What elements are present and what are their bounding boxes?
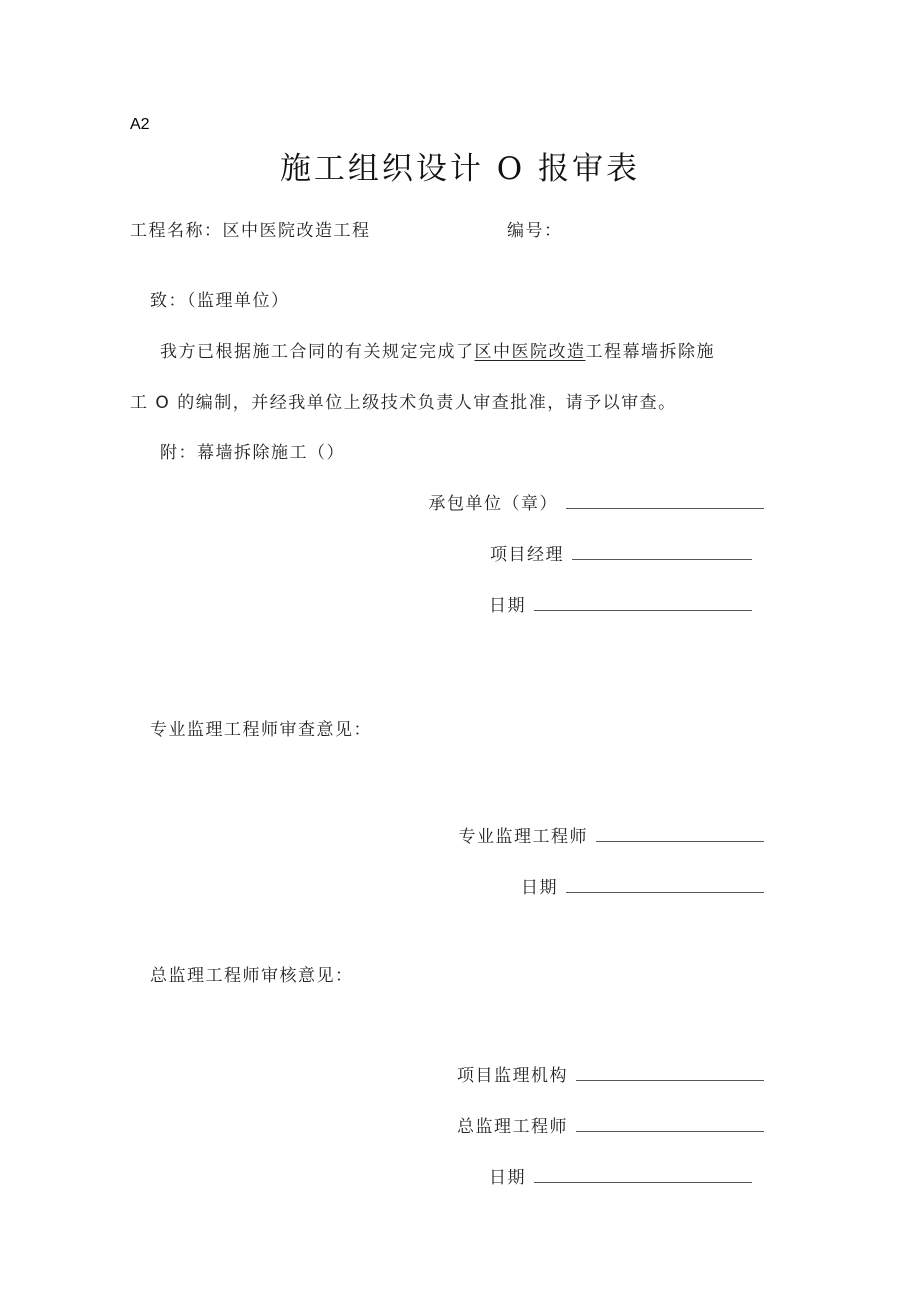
chief-date-row bbox=[489, 1163, 752, 1188]
supervision-org-label: 项目监理机构 bbox=[457, 1066, 568, 1086]
signature-line bbox=[566, 891, 764, 893]
project-name-row bbox=[130, 216, 371, 241]
page-title: 施工组织设计 O 报审表 bbox=[279, 151, 641, 187]
chief-opinion-label: 总监理工程师审核意见： bbox=[150, 966, 354, 986]
addressee: 致：（监理单位） bbox=[150, 291, 290, 311]
specialist-engineer-row bbox=[459, 822, 765, 847]
specialist-opinion-label: 专业监理工程师审查意见： bbox=[150, 720, 372, 740]
body-line-2: 工 O 的编制，并经我单位上级技术负责人审查批准，请予以审查。 bbox=[130, 393, 677, 413]
contractor-date-label: 日期 bbox=[489, 596, 526, 616]
project-manager-label: 项目经理 bbox=[490, 545, 564, 565]
chief-date-label: 日期 bbox=[489, 1168, 526, 1188]
signature-line bbox=[596, 840, 764, 842]
specialist-date-row bbox=[521, 873, 764, 898]
attachment-line: 附：幕墙拆除施工（） bbox=[160, 443, 345, 463]
contractor-unit-label: 承包单位（章） bbox=[428, 494, 558, 514]
project-name-label: 工程名称： bbox=[130, 221, 223, 241]
signature-line bbox=[534, 1181, 752, 1183]
contractor-date-row bbox=[489, 591, 752, 616]
document-code: A2 bbox=[130, 116, 150, 133]
body-line-1 bbox=[160, 337, 715, 362]
project-name-value: 区中医院改造工程 bbox=[222, 221, 371, 241]
signature-line bbox=[576, 1130, 764, 1132]
signature-line bbox=[576, 1079, 764, 1081]
body-prefix: 我方已根据施工合同的有关规定完成了 bbox=[160, 342, 475, 362]
body-line1-rest: 工程幕墙拆除施 bbox=[585, 342, 715, 362]
body-project-name: 区中医院改造 bbox=[474, 342, 586, 362]
signature-line bbox=[566, 507, 764, 509]
signature-line bbox=[534, 609, 752, 611]
signature-line bbox=[572, 558, 752, 560]
chief-engineer-label: 总监理工程师 bbox=[457, 1117, 568, 1137]
chief-engineer-row bbox=[457, 1112, 764, 1137]
contractor-unit-row bbox=[429, 489, 765, 514]
document-number-label: 编号： bbox=[507, 221, 563, 241]
specialist-date-label: 日期 bbox=[521, 878, 558, 898]
supervision-org-row bbox=[457, 1061, 764, 1086]
project-manager-row bbox=[490, 540, 752, 565]
specialist-engineer-label: 专业监理工程师 bbox=[458, 827, 588, 847]
